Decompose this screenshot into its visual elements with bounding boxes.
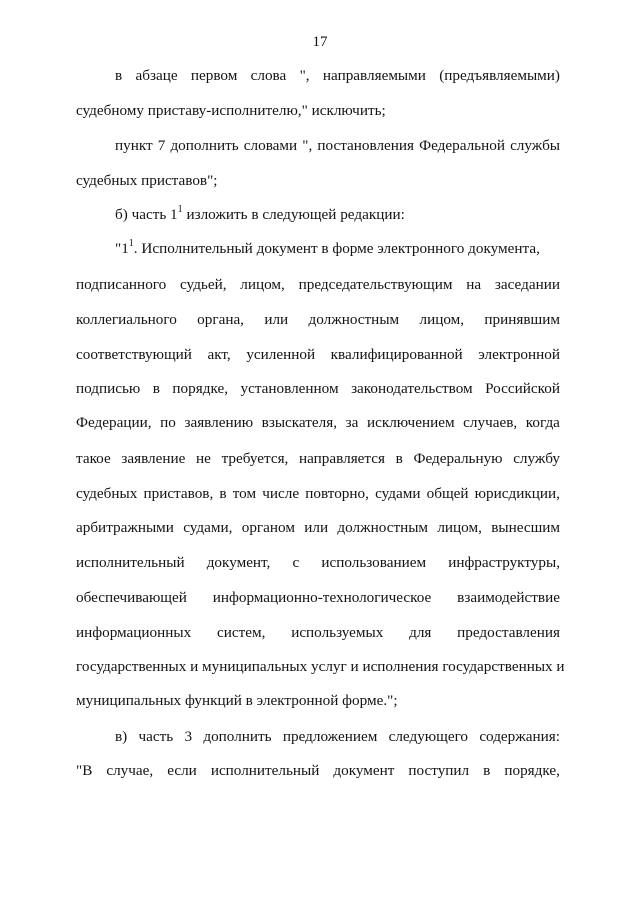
word: судами, <box>183 519 233 536</box>
word: следующего <box>388 728 469 745</box>
word: порядке, <box>504 762 560 779</box>
word: в <box>219 485 227 502</box>
word: подписью <box>76 380 141 397</box>
word: председательствующим <box>298 276 453 293</box>
word: словами <box>243 137 298 154</box>
text-line <box>76 450 560 468</box>
word: слова <box>250 67 287 84</box>
word: соответствующий <box>76 346 192 363</box>
word: пункт <box>115 137 153 154</box>
word: не <box>196 450 211 467</box>
word: государственных и муниципальных услуг и исполнения государственных и <box>76 658 565 675</box>
word: усиленной <box>246 346 316 363</box>
word: подписанного <box>76 276 167 293</box>
word: б) часть 1 <box>115 206 178 223</box>
word: документ, <box>206 554 271 571</box>
word: "В <box>76 762 93 779</box>
word: том <box>232 485 257 502</box>
word: установленном <box>240 380 339 397</box>
word: законодательством <box>351 380 473 397</box>
word: в <box>395 450 403 467</box>
word: за <box>345 414 359 431</box>
word: Российской <box>485 380 560 397</box>
text-line <box>115 67 560 85</box>
text-line <box>76 414 560 432</box>
word: судебному приставу-исполнителю," исключить; <box>76 102 386 119</box>
word: органа, <box>197 311 244 328</box>
text-line <box>76 519 560 537</box>
text-line <box>76 311 560 329</box>
text-line <box>76 380 560 398</box>
word: дополнить <box>170 137 239 154</box>
word: в <box>483 762 491 779</box>
word: использованием <box>321 554 427 571</box>
word: на <box>466 276 482 293</box>
word: квалифицированной <box>330 346 463 363</box>
word: 3 <box>184 728 193 745</box>
text-line <box>76 658 565 676</box>
word: ", <box>302 137 313 154</box>
word: исполнительный <box>76 554 185 571</box>
word: первом <box>190 67 238 84</box>
word: Федеральную <box>413 450 503 467</box>
text-line <box>115 237 540 258</box>
text-line <box>76 692 398 710</box>
word: случаев, <box>463 414 518 431</box>
word: или <box>264 311 289 328</box>
word: обеспечивающей <box>76 589 187 606</box>
text-line <box>115 728 560 746</box>
word: или <box>304 519 329 536</box>
word: арбитражными <box>76 519 174 536</box>
word: службы <box>510 137 560 154</box>
superscript: 1 <box>128 237 134 249</box>
word: повторно, <box>305 485 369 502</box>
text-line <box>76 276 560 294</box>
word: если <box>167 762 197 779</box>
word: лицом, <box>419 311 465 328</box>
text-line <box>76 589 560 607</box>
word: часть <box>138 728 174 745</box>
word: с <box>292 554 300 571</box>
word: коллегиального <box>76 311 177 328</box>
word: должностным <box>308 311 400 328</box>
word: такое <box>76 450 111 467</box>
word: для <box>409 624 432 641</box>
word: электронной <box>478 346 560 363</box>
word: по <box>160 414 176 431</box>
word: судебных приставов"; <box>76 172 218 189</box>
word: акт, <box>207 346 231 363</box>
word: дополнить <box>203 728 272 745</box>
word: органом <box>241 519 295 536</box>
word: лицом, <box>437 519 482 536</box>
text-line <box>76 624 560 642</box>
word: приставов, <box>143 485 214 502</box>
word: 7 <box>157 137 166 154</box>
text-line <box>115 203 405 224</box>
text-line <box>76 554 560 572</box>
word: когда <box>525 414 560 431</box>
word: принявшим <box>484 311 560 328</box>
word: систем, <box>217 624 266 641</box>
text-line <box>115 137 560 155</box>
word: в) <box>115 728 128 745</box>
word: судами <box>375 485 421 502</box>
word: взаимодействие <box>457 589 560 606</box>
word: предоставления <box>457 624 560 641</box>
word: содержания: <box>479 728 560 745</box>
word: используемых <box>291 624 384 641</box>
word: судебных <box>76 485 138 502</box>
word: Федерации, <box>76 414 152 431</box>
word: . Исполнительный документ в форме электронного документа, <box>133 240 540 257</box>
word: требуется, <box>221 450 289 467</box>
word: числе <box>262 485 300 502</box>
word: муниципальных функций в электронной форме."; <box>76 692 398 709</box>
word: исключением <box>366 414 455 431</box>
word: заявлению <box>184 414 254 431</box>
word: информационных <box>76 624 192 641</box>
word: лицом, <box>240 276 285 293</box>
word: Федеральной <box>419 137 505 154</box>
word: направляется <box>299 450 385 467</box>
word: изложить в следующей редакции: <box>182 206 405 223</box>
word: порядке, <box>172 380 228 397</box>
word: направляемыми <box>322 67 426 84</box>
word: (предъявляемыми) <box>439 67 560 84</box>
word: судьей, <box>180 276 227 293</box>
page-number: 17 <box>312 34 328 50</box>
word: "1 <box>115 240 129 257</box>
superscript: 1 <box>177 203 183 215</box>
word: предложением <box>282 728 378 745</box>
word: случае, <box>106 762 154 779</box>
word: должностным <box>337 519 429 536</box>
word: заседании <box>494 276 560 293</box>
word: юрисдикции, <box>474 485 560 502</box>
word: общей <box>426 485 469 502</box>
word: ", <box>299 67 310 84</box>
word: информационно-технологическое <box>212 589 432 606</box>
text-line <box>76 762 560 780</box>
text-line <box>76 346 560 364</box>
word: взыскателя, <box>261 414 338 431</box>
word: инфраструктуры, <box>448 554 560 571</box>
word: исполнительный <box>210 762 320 779</box>
word: в <box>152 380 160 397</box>
word: поступил <box>408 762 470 779</box>
word: вынесшим <box>491 519 560 536</box>
word: документ <box>333 762 395 779</box>
word: абзаце <box>135 67 178 84</box>
word: службу <box>513 450 560 467</box>
word: в <box>115 67 123 84</box>
word: постановления <box>317 137 415 154</box>
text-line <box>76 485 560 503</box>
text-line <box>76 172 218 190</box>
text-line <box>76 102 386 120</box>
word: заявление <box>121 450 186 467</box>
